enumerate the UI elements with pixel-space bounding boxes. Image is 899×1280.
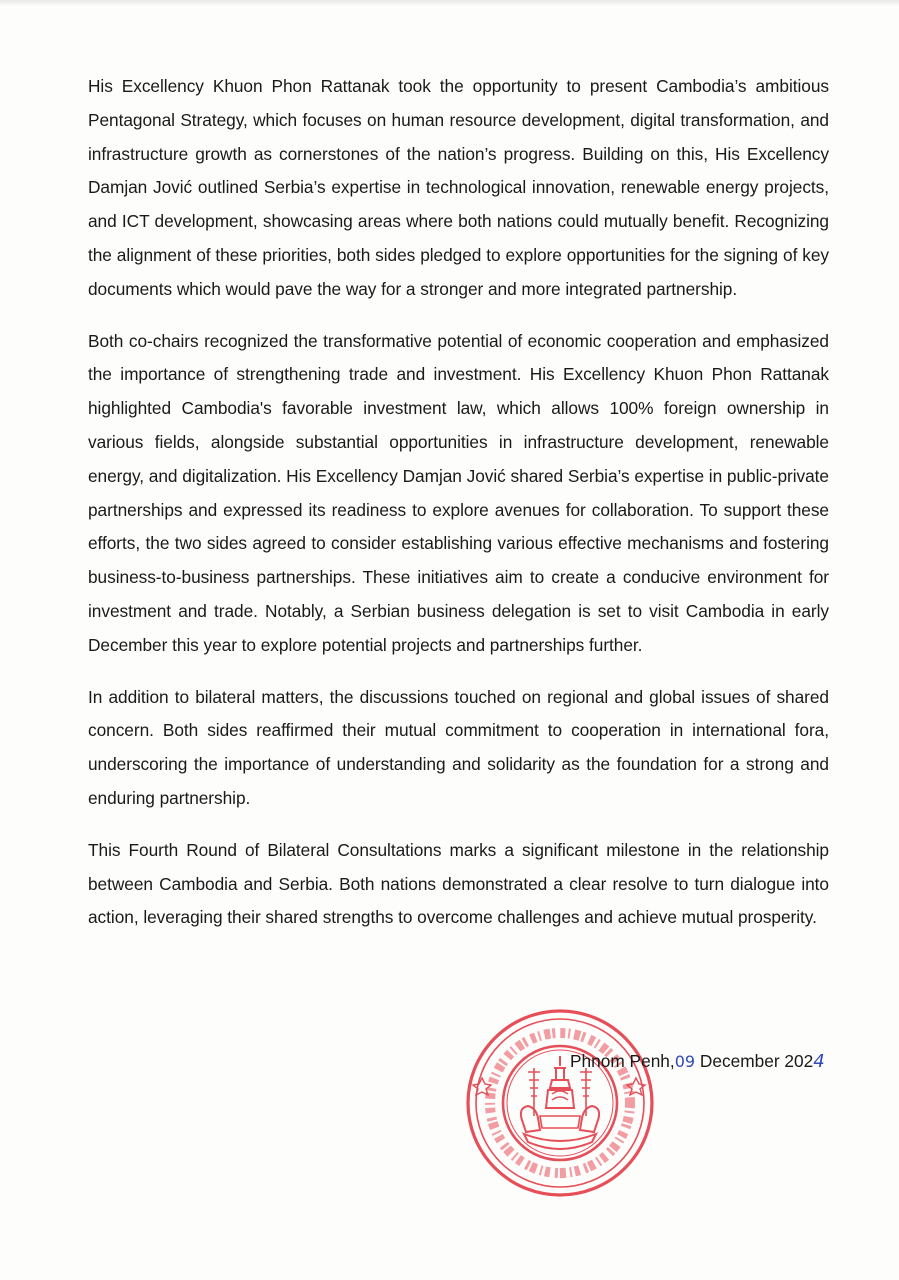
paragraph-1: His Excellency Khuon Phon Rattanak took the opportunity to present Cambodia’s ambitious Pentagonal Strategy, which focuses on human resource development, digital transformation, and infrastructure growth as cornerstones of the nation’s progress. Building on this, His Excellency Damjan Jović outlined Serbia’s expertise in technological innovation, renewable energy projects, and ICT development, showcasing areas where both nations could mutually benefit. Recognizing the alignment of these priorities, both sides pledged to explore opportunities for the signing of key documents which would pave the way for a stronger and more integrated partnership. bbox=[88, 76, 829, 299]
signature-month-year: December 202 bbox=[695, 1051, 814, 1071]
signature-date-line bbox=[570, 1048, 825, 1075]
signature-year-handwritten: 4 bbox=[813, 1051, 825, 1072]
paragraph-4: This Fourth Round of Bilateral Consultations marks a significant milestone in the relationship between Cambodia and Serbia. Both nations demonstrated a clear resolve to turn dialogue into action, leveraging their shared strengths to overcome challenges and achieve mutual prosperity. bbox=[88, 839, 829, 928]
paragraph-3: In addition to bilateral matters, the discussions touched on regional and global issues of shared concern. Both sides reaffirmed their mutual commitment to cooperation in international fora, underscoring the importance of understanding and solidarity as the foundation for a strong and enduring partnership. bbox=[88, 686, 829, 808]
signature-place: Phnom Penh, bbox=[570, 1051, 675, 1071]
paragraph-2: Both co-chairs recognized the transformative potential of economic cooperation and emphasized the importance of strengthening trade and investment. His Excellency Khuon Phon Rattanak highlighted Cambodia's favorable investment law, which allows 100% foreign ownership in various fields, alongside substantial opportunities in infrastructure development, renewable energy, and digitalization. His Excellency Damjan Jović shared Serbia’s expertise in public-private partnerships and expressed its readiness to explore avenues for collaboration. To support these efforts, the two sides agreed to consider establishing various effective mechanisms and fostering business-to-business partnerships. These initiatives aim to create a conducive environment for investment and trade. Notably, a Serbian business delegation is set to visit Cambodia in early December this year to explore potential projects and partnerships further. bbox=[88, 330, 829, 655]
document-body bbox=[88, 70, 829, 953]
signature-block bbox=[460, 1008, 860, 1198]
page-top-edge bbox=[0, 0, 899, 6]
ministry-seal-icon bbox=[460, 1008, 660, 1198]
signature-day-handwritten: 09 bbox=[674, 1052, 696, 1071]
